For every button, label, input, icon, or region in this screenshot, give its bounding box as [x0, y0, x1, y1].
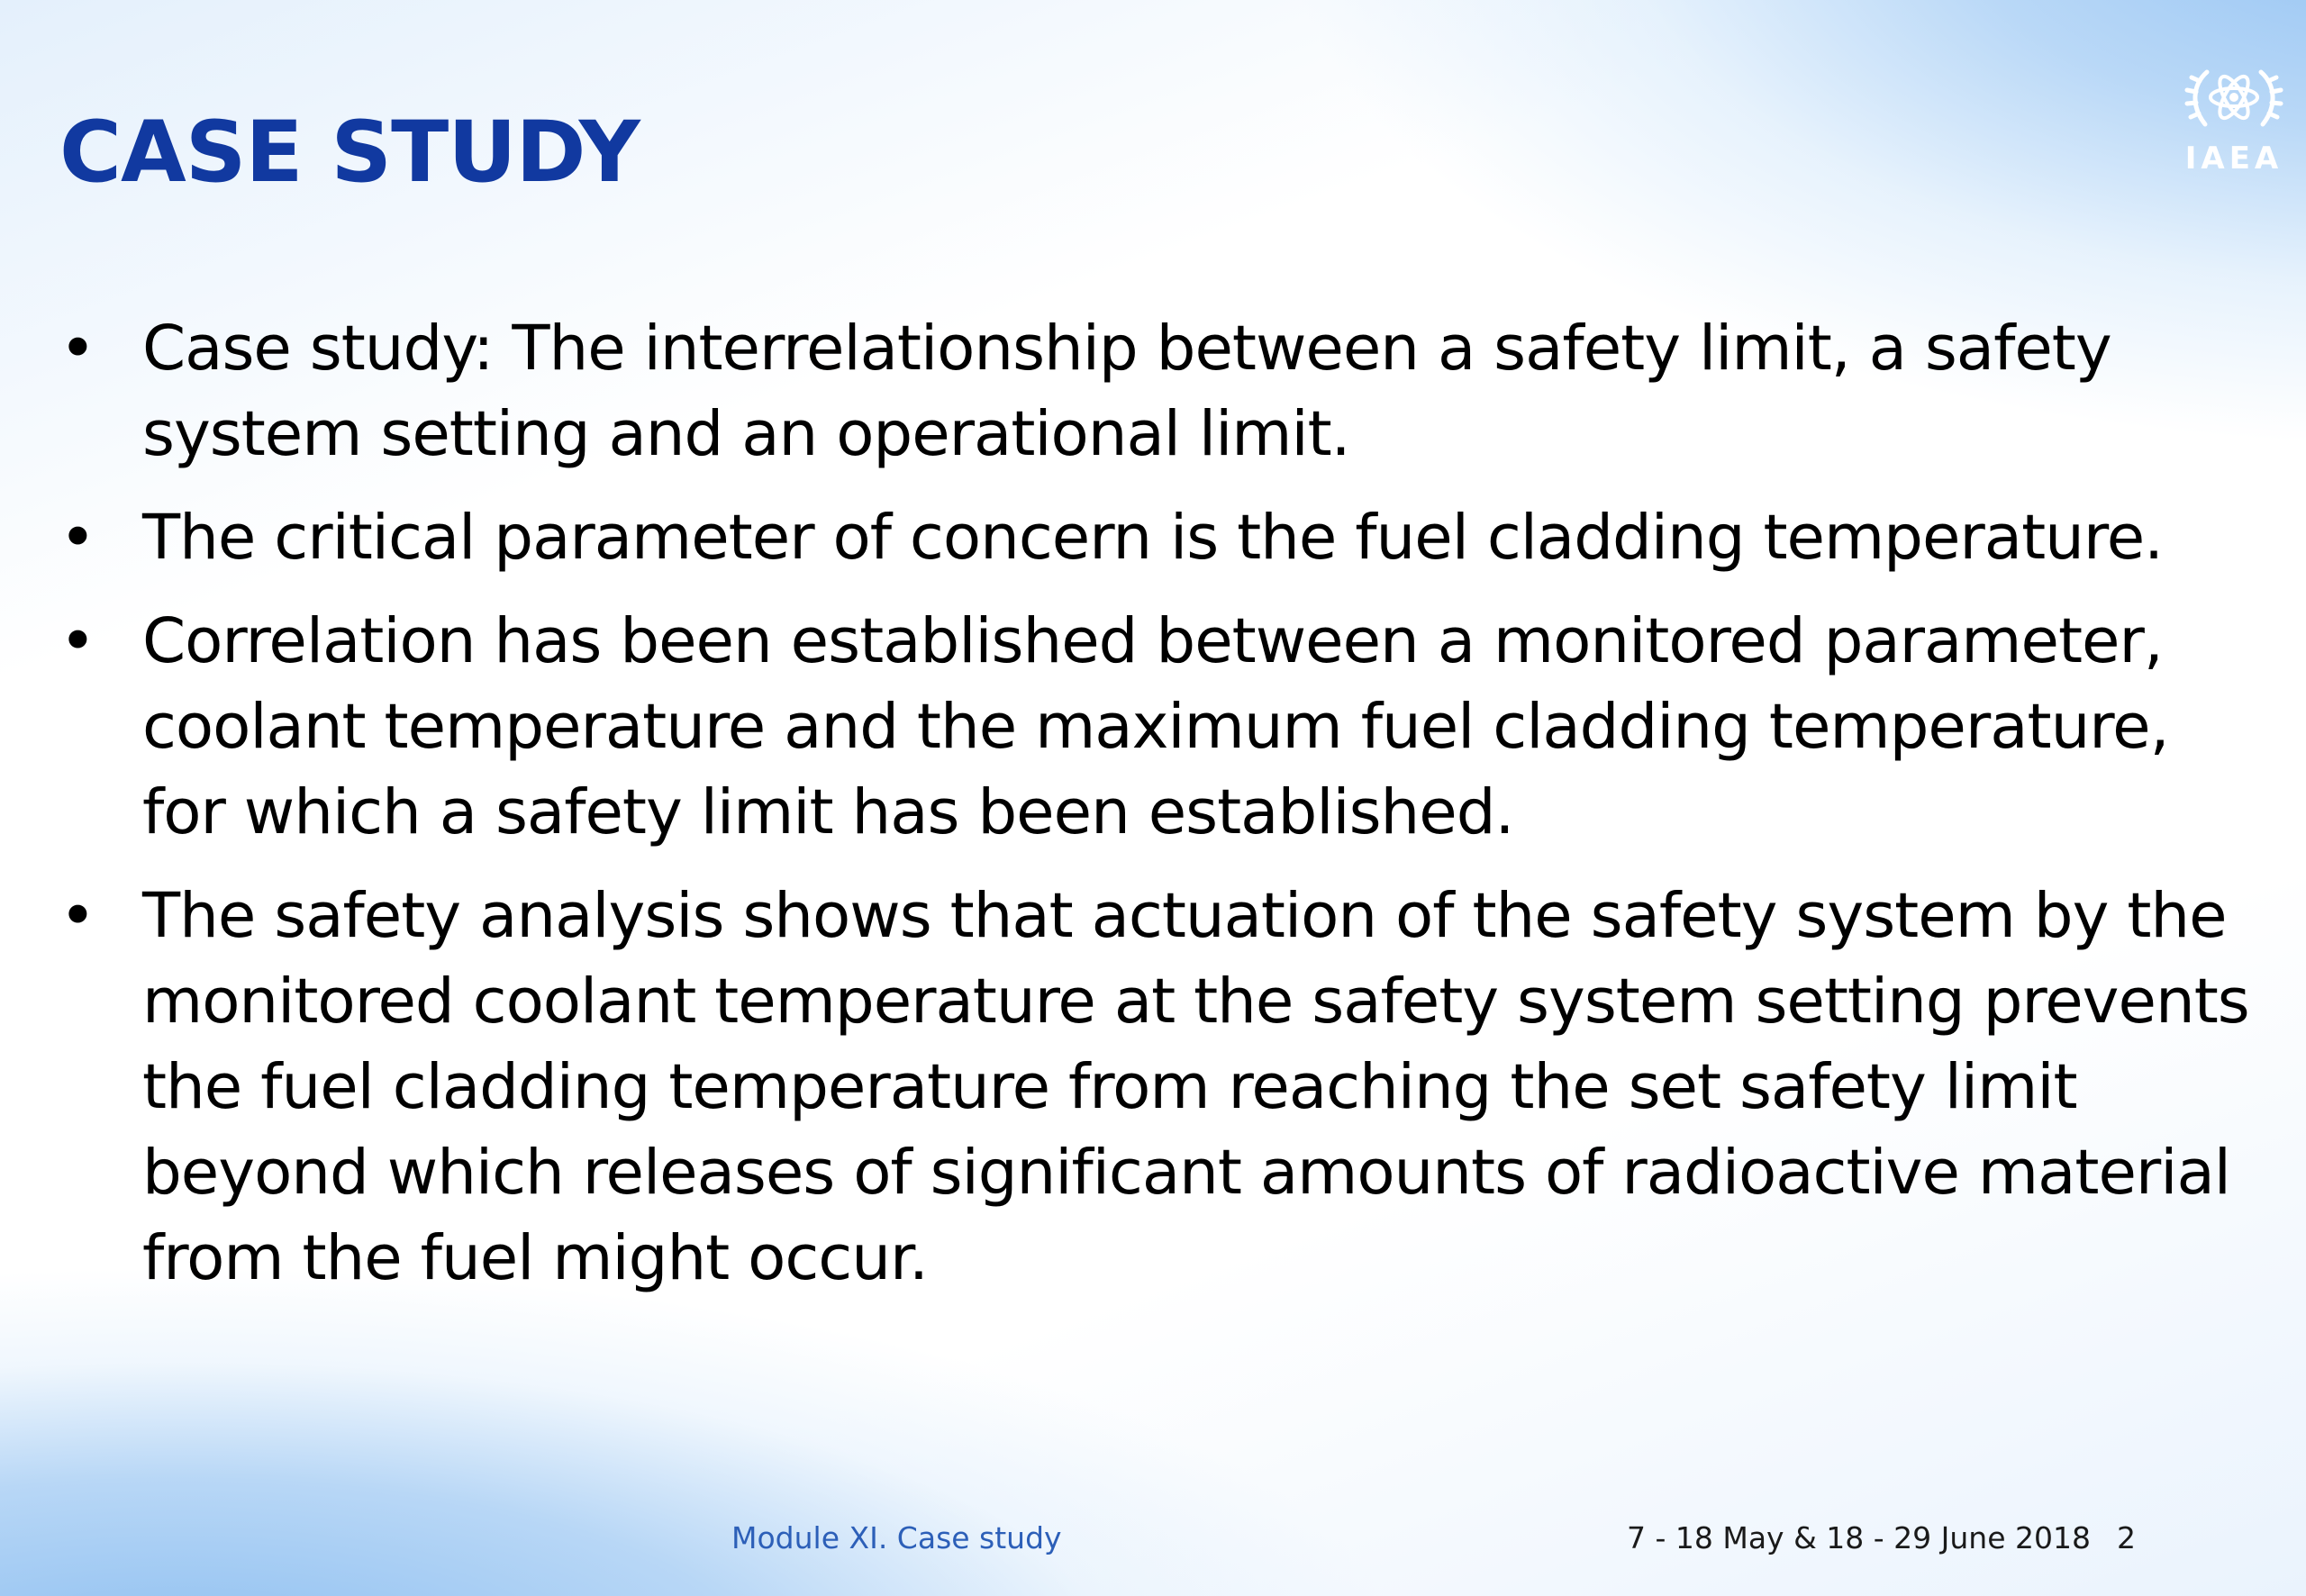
bullet-item [54, 306, 2252, 477]
footer-dates: 7 - 18 May & 18 - 29 June 2018 [1627, 1520, 2091, 1555]
page-number: 2 [2117, 1520, 2136, 1555]
bullet-text: Correlation has been established between a monitored parameter, coolant temperature and the maximum fuel cladding temperature, for which a safety limit has been established. [142, 605, 2169, 848]
bullet-text: The critical parameter of concern is the fuel cladding temperature. [142, 502, 2164, 574]
bullet-item [54, 599, 2252, 856]
logo-text: IAEA [2184, 141, 2283, 177]
bullet-marker: • [59, 502, 95, 574]
iaea-logo [2180, 54, 2288, 180]
iaea-atom-laurel-icon [2180, 54, 2288, 144]
footer-module-label: Module XI. Case study [731, 1520, 1062, 1555]
bullet-item [54, 874, 2252, 1301]
slide-title: CASE STUDY [59, 104, 640, 202]
bullet-marker: • [59, 605, 95, 677]
bullet-marker: • [59, 313, 95, 385]
bullet-text: The safety analysis shows that actuation of the safety system by the monitored coolant temperature at the safety system setting prevents the fuel cladding temperature from reaching the set safety limit beyond which releases of significant amounts of radioactive material from the fuel might occur. [142, 880, 2249, 1294]
bullet-text: Case study: The interrelationship between a safety limit, a safety system setting and an operational limit. [142, 313, 2111, 470]
bullet-item [54, 495, 2252, 581]
bullet-list [54, 306, 2252, 1319]
bullet-marker: • [59, 880, 95, 952]
